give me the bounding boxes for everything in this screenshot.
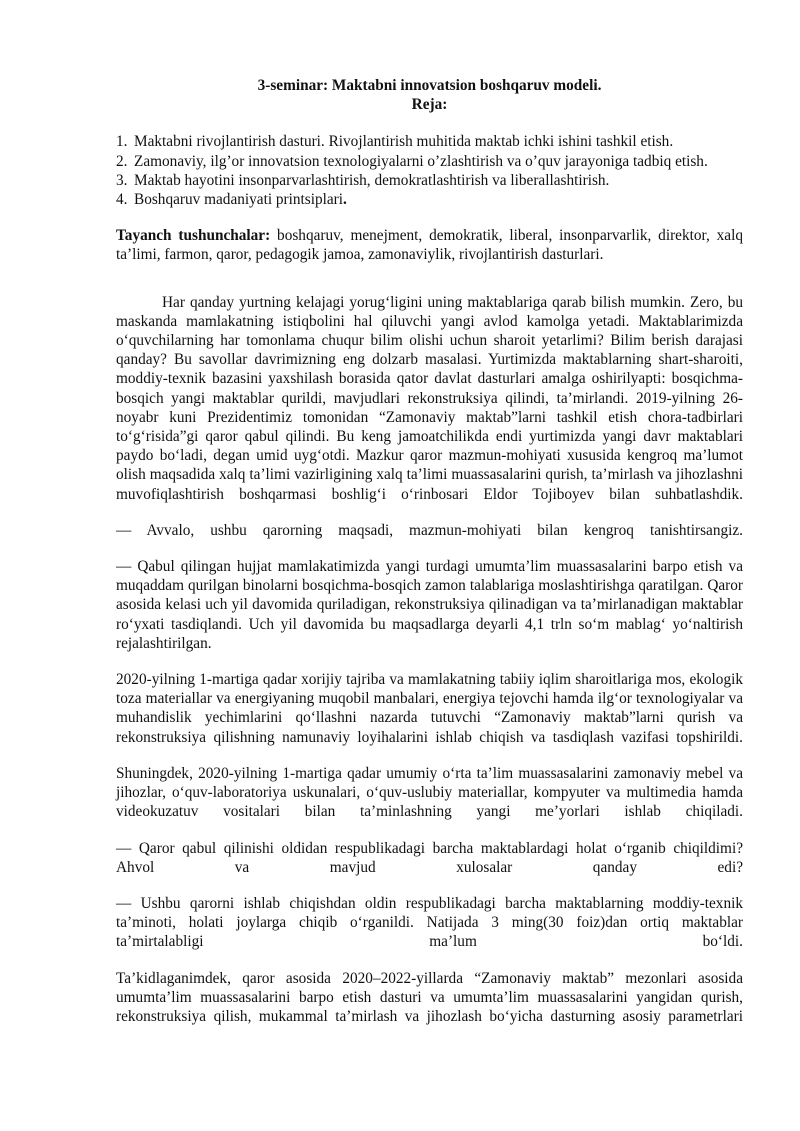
- body-paragraph: Shuningdek, 2020-yilning 1-martiga qadar umumiy o‘rta ta’lim muassasalarini zamonaviy mebel va jihozlar, o‘quv-laboratoriya uskunalari, o‘quv-uslubiy materiallar, kompyuter va multimedia hamda videokuzatuv vositalari bilan ta’minlashning yangi me’yorlari ishlab chiqiladi.: [116, 764, 743, 821]
- plan-item-number: 2.: [116, 152, 128, 170]
- plan-item-number: 4.: [116, 191, 128, 209]
- plan-item-text: Maktab hayotini insonparvarlashtirish, demokratlashtirish va liberallashtirish.: [134, 171, 610, 189]
- plan-heading: Reja:: [411, 96, 448, 114]
- body-paragraph: Ta’kidlaganimdek, qaror asosida 2020–2022-yillarda “Zamonaviy maktab” mezonlari asosida umumta’lim muassasalarini barpo etish dasturi va umumta’lim muassasalarini yangidan qurish, rekonstruksiya qilish, mukammal ta’mirlash va jihozlash bo‘yicha dasturning asosiy parametrlari: [116, 969, 743, 1025]
- plan-item: [116, 171, 743, 190]
- plan-list: [116, 132, 743, 209]
- plan-item-text: Boshqaruv madaniyati printsiplari: [134, 191, 344, 209]
- plan-item: [116, 190, 743, 209]
- plan-item: [116, 152, 743, 171]
- body-paragraph: Har qanday yurtning kelajagi yorug‘ligini uning maktablariga qarab bilish mumkin. Zero, bu maskanda mamlakatning istiqbolini hal qiluvchi yangi avlod kamolga yetadi. Maktablarimizda o‘quvchilarning har tomonlama chuqur bilim olishi uchun sharoit yetarlimi? Bilim berish darajasi qanday? Bu savollar davrimizning eng dolzarb masalasi. Yurtimizda maktablarning shart-sharoiti, moddiy-texnik bazasini yaxshilash borasida qator davlat dasturlari amalga oshirilyapti: bosqichma-bosqich yangi maktablar qurildi, mavjudlari rekonstruksiya qilindi, ta’mirlandi. 2019-yilning 26-noyabr kuni Prezidentimiz tomonidan “Zamonaviy maktab”larni tashkil etish chora-tadbirlari to‘g‘risida”gi qaror qabul qilindi. Bu keng jamoatchilikda endi yurtimizda yangi davr maktablari paydo bo‘ladi, degan umid uyg‘otdi. Mazkur qaror mazmun-mohiyati xususida kengroq ma’lumot olish maqsadida xalq ta’limi vazirligining xalq ta’limi muassasalarini qurish, ta’mirlash va jihozlashni muvofiqlashtirish boshqarmasi boshlig‘i o‘rinbosari Eldor Tojiboyev bilan suhbatlashdik.: [116, 293, 743, 503]
- body-paragraph: 2020-yilning 1-martiga qadar xorijiy tajriba va mamlakatning tabiiy iqlim sharoitlariga mos, ekologik toza materiallar va energiyaning muqobil manbalari, energiya tejovchi hamda ilg‘or texnologiyalar va muhandislik yechimlarini qo‘llashni nazarda tutuvchi “Zamonaviy maktab”larni qurish va rekonstruksiya qilishning namunaviy loyihalarini ishlab chiqish va tasdiqlash vazifasi topshirildi.: [116, 671, 743, 746]
- plan-item-text: Zamonaviy, ilg’or innovatsion texnologiyalarni o’zlashtirish va o’quv jarayoniga tadbiq etish.: [134, 152, 708, 170]
- plan-item-text: Maktabni rivojlantirish dasturi. Rivojlantirish muhitida maktab ichki ishini tashkil etish.: [134, 133, 674, 151]
- question-paragraph: — Qaror qabul qilinishi oldidan respublikadagi barcha maktablardagi holat o‘rganib chiqildimi? Ahvol va mavjud xulosalar qanday edi?: [116, 839, 743, 876]
- plan-item-number: 3.: [116, 171, 128, 189]
- page-title: 3-seminar: Maktabni innovatsion boshqaruv modeli.: [257, 77, 602, 94]
- answer-paragraph: — Ushbu qarorni ishlab chiqishdan oldin respublikadagi barcha maktablarning moddiy-texnik ta’minoti, holati joylarga chiqib o‘rganildi. Natijada 3 ming(30 foiz)dan ortiq maktablar ta’mirtalabligi ma’lum bo‘ldi.: [116, 894, 743, 951]
- plan-item: [116, 132, 743, 151]
- keywords-text: boshqaruv, menejment, demokratik, liberal, insonparvarlik, direktor, xalq ta’limi, farmon, qaror, pedagogik jamoa, zamonaviylik, rivojlantirish dasturlari.: [116, 227, 743, 264]
- answer-paragraph: — Qabul qilingan hujjat mamlakatimizda yangi turdagi umumta’lim muassasalarini barpo etish va muqaddam qurilgan binolarni bosqichma-bosqich zamon talablariga moslashtirishga qaratilgan. Qaror asosida kelasi uch yil davomida quriladigan, rekonstruksiya qilinadigan va ta’mirlanadigan maktablar ro‘yxati tasdiqlandi. Uch yil davomida bu maqsadlarga deyarli 4,1 trln so‘m mablag‘ yo‘naltirish rejalashtirilgan.: [116, 558, 743, 652]
- plan-item-number: 1.: [116, 133, 128, 151]
- keywords-label: Tayanch tushunchalar:: [116, 227, 271, 245]
- question-paragraph: — Avvalo, ushbu qarorning maqsadi, mazmun-mohiyati bilan kengroq tanishtirsangiz.: [116, 521, 743, 539]
- plan-item-tail: .: [343, 191, 347, 209]
- keywords-paragraph: [116, 226, 743, 264]
